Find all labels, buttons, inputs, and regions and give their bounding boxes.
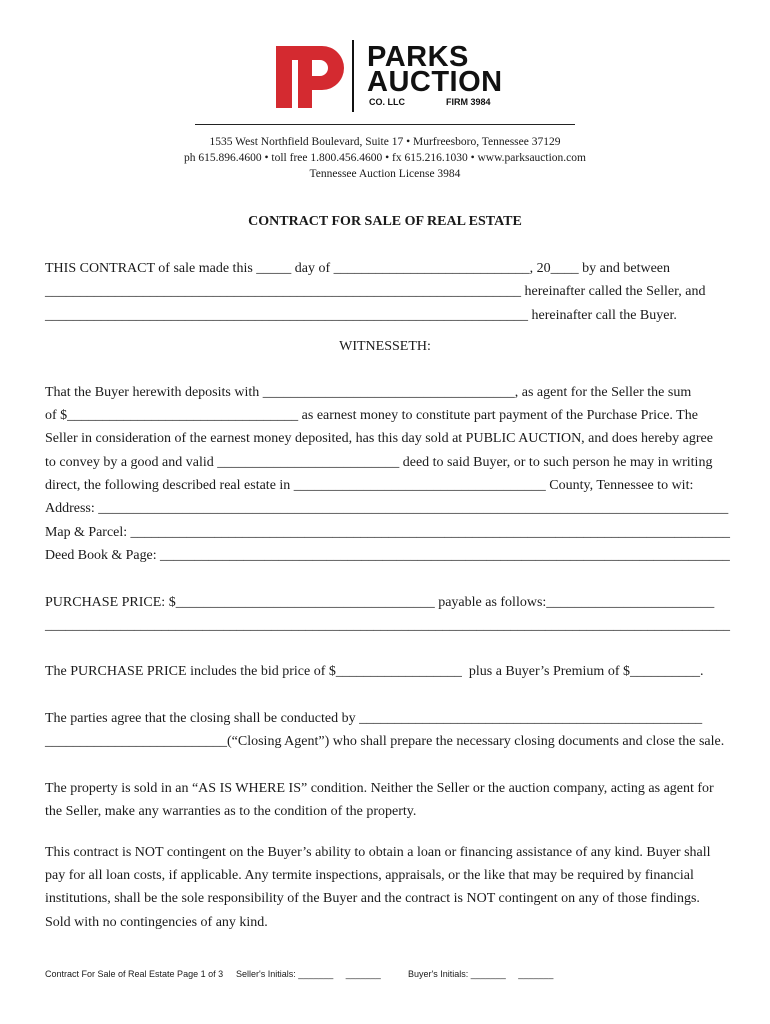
agreement-line: Seller in consideration of the earnest money deposited, has this day sold at PUBLIC AUCTION, and does hereby agree	[45, 431, 713, 446]
company-contact: ph 615.896.4600 • toll free 1.800.456.4600 • fx 615.216.1030 • www.parksauction.com	[184, 152, 586, 164]
witnesseth-heading: WITNESSETH:	[339, 339, 431, 354]
contract-date-line: THIS CONTRACT of sale made this _____ day of ____________________________, 20____ by and between	[45, 261, 671, 276]
financing-clause-2: pay for all loan costs, if applicable. Any termite inspections, appraisals, or the like that may be required by financial	[45, 868, 694, 883]
seller-line: ____________________________________________________________________ hereinafter called the Seller, and	[45, 284, 706, 299]
earnest-money-line: of $_________________________________ as earnest money to constitute part payment of the Purchase Price. The	[45, 408, 698, 423]
pa-monogram-icon	[276, 46, 348, 108]
parks-auction-logo	[276, 40, 506, 112]
logo-word-parks: PARKS	[367, 41, 469, 73]
logo-word-auction: AUCTION	[367, 66, 503, 98]
county-line: direct, the following described real estate in ____________________________________ County, Tennessee to wit:	[45, 478, 694, 493]
as-is-clause-2: the Seller, make any warranties as to the condition of the property.	[45, 804, 417, 819]
financing-clause-3: institutions, shall be the sole responsibility of the Buyer and the contract is NOT contingent on any of those findings.	[45, 891, 700, 906]
bid-price-line: The PURCHASE PRICE includes the bid price of $__________________ plus a Buyer’s Premium of $__________.	[45, 664, 704, 679]
map-parcel-field[interactable]: Map & Parcel: ______________________________________________________________________________________	[45, 525, 730, 540]
financing-clause: This contract is NOT contingent on the Buyer’s ability to obtain a loan or financing assistance of any kind. Buyer shall	[45, 845, 711, 860]
buyer-initials-field[interactable]: Buyer's Initials: _______ _______	[408, 969, 554, 979]
as-is-clause: The property is sold in an “AS IS WHERE IS” condition. Neither the Seller or the auction company, acting as agent for	[45, 781, 714, 796]
address-field[interactable]: Address: __________________________________________________________________________________________	[45, 501, 729, 516]
document-title: CONTRACT FOR SALE OF REAL ESTATE	[248, 214, 522, 229]
buyer-line: _____________________________________________________________________ hereinafter call the Buyer.	[45, 308, 677, 323]
logo-divider	[352, 40, 354, 112]
deed-line: to convey by a good and valid __________________________ deed to said Buyer, or to such person he may in writing	[45, 455, 713, 470]
page-footer-label: Contract For Sale of Real Estate Page 1 of 3	[45, 969, 224, 979]
payment-terms-field[interactable]: ____________________________________________________________________________________________________	[45, 618, 730, 633]
deed-book-field[interactable]: Deed Book & Page: __________________________________________________________________________________	[45, 548, 730, 563]
purchase-price-field[interactable]: PURCHASE PRICE: $_____________________________________ payable as follows:________________________	[45, 595, 715, 610]
seller-initials-field[interactable]: Seller's Initials: _______ _______	[236, 969, 381, 979]
logo-co-llc: CO. LLC	[369, 97, 405, 107]
company-address: 1535 West Northfield Boulevard, Suite 17 • Murfreesboro, Tennessee 37129	[209, 136, 561, 148]
closing-agent-line-2: __________________________(“Closing Agent”) who shall prepare the necessary closing documents and close the sale.	[45, 734, 725, 749]
closing-agent-line: The parties agree that the closing shall be conducted by _________________________________________________	[45, 711, 703, 726]
auction-license: Tennessee Auction License 3984	[309, 168, 461, 180]
header-divider	[195, 124, 575, 125]
logo-firm-number: FIRM 3984	[446, 97, 491, 107]
financing-clause-4: Sold with no contingencies of any kind.	[45, 915, 268, 930]
deposit-line: That the Buyer herewith deposits with ____________________________________, as agent for the Seller the sum	[45, 385, 692, 400]
